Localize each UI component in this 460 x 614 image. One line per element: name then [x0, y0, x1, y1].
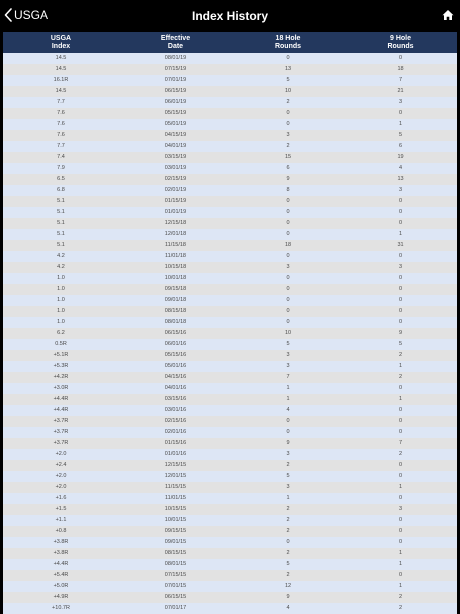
9-hole-rounds-cell: 2 [398, 352, 403, 358]
table-row[interactable] [3, 251, 457, 262]
usga-index-cell: +3.7R [53, 429, 69, 435]
table-row[interactable] [3, 207, 457, 218]
usga-index-cell: +3.8R [53, 539, 69, 545]
usga-index-cell: 16.1R [53, 77, 69, 83]
effective-date-cell: 09/01/18 [164, 297, 187, 303]
usga-index-cell: 6.5 [57, 176, 65, 182]
usga-index-cell: 5.1 [57, 198, 65, 204]
table-row[interactable] [3, 317, 457, 328]
9-hole-rounds-cell: 21 [397, 88, 404, 94]
effective-date-cell: 02/15/19 [164, 176, 187, 182]
effective-date-cell: 07/15/19 [164, 66, 187, 72]
table-row[interactable] [3, 229, 457, 240]
9-hole-rounds-cell: 13 [397, 176, 404, 182]
table-row[interactable] [3, 240, 457, 251]
usga-index-cell: 5.1 [57, 220, 65, 226]
table-row[interactable] [3, 218, 457, 229]
effective-date-cell: 04/01/19 [164, 143, 187, 149]
effective-date-cell: 07/01/15 [164, 583, 187, 589]
table-row[interactable] [3, 361, 457, 372]
effective-date-cell: 05/01/16 [164, 363, 187, 369]
18-hole-rounds-cell: 3 [286, 352, 290, 358]
effective-date-cell: 01/15/19 [164, 198, 187, 204]
chevron-left-icon [4, 8, 12, 22]
usga-index-cell: 7.6 [57, 132, 65, 138]
9-hole-rounds-cell: 1 [398, 583, 403, 589]
usga-index-cell: 1.0 [57, 297, 65, 303]
18-hole-rounds-cell: 0 [286, 275, 290, 281]
effective-date-cell: 02/15/16 [164, 418, 187, 424]
table-row[interactable] [3, 75, 457, 86]
effective-date-cell: 12/01/18 [164, 231, 187, 237]
18-hole-rounds-cell: 2 [286, 517, 290, 523]
effective-date-cell: 03/15/19 [164, 154, 187, 160]
9-hole-rounds-cell: 0 [398, 110, 403, 116]
18-hole-rounds-cell: 10 [284, 330, 292, 336]
18-hole-rounds-cell: 7 [286, 374, 290, 380]
back-button[interactable] [4, 8, 48, 22]
effective-date-cell: 04/15/16 [164, 374, 187, 380]
18-hole-rounds-cell: 5 [286, 561, 290, 567]
effective-date-cell: 02/01/19 [164, 187, 187, 193]
18-hole-rounds-cell: 2 [286, 99, 290, 105]
usga-index-cell: 7.7 [57, 143, 65, 149]
index-history-table [3, 32, 457, 614]
18-hole-rounds-cell: 5 [286, 341, 290, 347]
9-hole-rounds-cell: 0 [398, 407, 403, 413]
9-hole-rounds-cell: 0 [398, 253, 403, 259]
effective-date-cell: 12/15/18 [164, 220, 187, 226]
usga-index-cell: +1.5 [55, 506, 67, 512]
effective-date-cell: 04/01/16 [164, 385, 187, 391]
table-row[interactable] [3, 493, 457, 504]
effective-date-cell: 01/01/16 [164, 451, 187, 457]
effective-date-cell: 01/01/19 [164, 209, 187, 215]
usga-index-cell: 1.0 [57, 275, 65, 281]
table-row[interactable] [3, 526, 457, 537]
effective-date-cell: 08/15/15 [164, 550, 187, 556]
effective-date-cell: 05/01/19 [164, 121, 187, 127]
9-hole-rounds-cell: 0 [398, 572, 403, 578]
usga-index-cell: +2.0 [55, 473, 67, 479]
table-row[interactable] [3, 163, 457, 174]
usga-index-cell: +4.4R [53, 396, 69, 402]
9-hole-rounds-cell: 1 [398, 550, 403, 556]
9-hole-rounds-cell: 0 [398, 473, 403, 479]
18-hole-rounds-cell: 9 [286, 594, 290, 600]
table-row[interactable] [3, 185, 457, 196]
9-hole-rounds-cell: 2 [398, 374, 403, 380]
effective-date-cell: 03/01/16 [164, 407, 187, 413]
effective-date-cell: 06/15/19 [164, 88, 187, 94]
9-hole-rounds-cell: 2 [398, 451, 403, 457]
18-hole-rounds-cell: 0 [286, 319, 290, 325]
table-row[interactable] [3, 306, 457, 317]
9-hole-rounds-cell: 3 [398, 506, 403, 512]
9-hole-rounds-cell: 18 [397, 66, 404, 72]
table-row[interactable] [3, 438, 457, 449]
table-row[interactable] [3, 383, 457, 394]
table-row[interactable] [3, 53, 457, 64]
effective-date-cell: 07/01/17 [164, 605, 187, 611]
table-row[interactable] [3, 262, 457, 273]
effective-date-cell: 10/15/18 [164, 264, 187, 270]
table-row[interactable] [3, 559, 457, 570]
table-row[interactable] [3, 449, 457, 460]
18-hole-rounds-cell: 3 [286, 132, 290, 138]
18-hole-rounds-cell: 18 [284, 242, 292, 248]
table-row[interactable] [3, 515, 457, 526]
9-hole-rounds-cell: 0 [398, 286, 403, 292]
9-hole-rounds-cell: 3 [398, 187, 403, 193]
usga-index-cell: +2.4 [55, 462, 67, 468]
effective-date-cell: 06/15/16 [164, 330, 187, 336]
table-body [3, 53, 457, 614]
table-row[interactable] [3, 97, 457, 108]
usga-index-cell: +5.3R [53, 363, 69, 369]
18-hole-rounds-cell: 6 [286, 165, 290, 171]
usga-index-cell: 14.5 [55, 66, 67, 72]
effective-date-cell: 09/15/18 [164, 286, 187, 292]
usga-index-cell: 7.6 [57, 121, 65, 127]
effective-date-cell: 12/01/15 [164, 473, 187, 479]
effective-date-cell: 08/15/18 [164, 308, 187, 314]
18-hole-rounds-cell: 2 [286, 462, 290, 468]
18-hole-rounds-cell: 0 [286, 121, 290, 127]
9-hole-rounds-cell: 2 [398, 594, 403, 600]
table-row[interactable] [3, 130, 457, 141]
9-hole-rounds-cell: 0 [398, 220, 403, 226]
usga-index-cell: 4.2 [57, 253, 65, 259]
column-header-effective-date[interactable]: Effective Date [160, 35, 191, 50]
effective-date-cell: 11/01/15 [164, 495, 186, 501]
usga-index-cell: +4.4R [53, 561, 69, 567]
18-hole-rounds-cell: 15 [284, 154, 292, 160]
9-hole-rounds-cell: 1 [398, 484, 403, 490]
9-hole-rounds-cell: 31 [397, 242, 404, 248]
effective-date-cell: 03/15/16 [164, 396, 187, 402]
usga-index-cell: +1.6 [55, 495, 67, 501]
18-hole-rounds-cell: 8 [286, 187, 290, 193]
effective-date-cell: 05/15/19 [164, 110, 187, 116]
usga-index-cell: +3.8R [53, 550, 69, 556]
9-hole-rounds-cell: 0 [398, 495, 403, 501]
9-hole-rounds-cell: 0 [398, 319, 403, 325]
effective-date-cell: 08/01/15 [164, 561, 187, 567]
18-hole-rounds-cell: 5 [286, 473, 290, 479]
9-hole-rounds-cell: 4 [398, 165, 403, 171]
table-row[interactable] [3, 537, 457, 548]
table-row[interactable] [3, 64, 457, 75]
9-hole-rounds-cell: 0 [398, 429, 403, 435]
effective-date-cell: 04/15/19 [164, 132, 187, 138]
usga-index-cell: 6.2 [57, 330, 65, 336]
navigation-bar [0, 0, 460, 32]
usga-index-cell: 1.0 [57, 319, 65, 325]
table-row[interactable] [3, 603, 457, 614]
9-hole-rounds-cell: 0 [398, 385, 403, 391]
table-row[interactable] [3, 119, 457, 130]
usga-index-cell: 5.1 [57, 231, 65, 237]
9-hole-rounds-cell: 5 [398, 132, 403, 138]
table-row[interactable] [3, 394, 457, 405]
table-row[interactable] [3, 460, 457, 471]
table-row[interactable] [3, 482, 457, 493]
18-hole-rounds-cell: 2 [286, 528, 290, 534]
9-hole-rounds-cell: 6 [398, 143, 403, 149]
9-hole-rounds-cell: 0 [398, 418, 403, 424]
9-hole-rounds-cell: 19 [397, 154, 404, 160]
9-hole-rounds-cell: 3 [398, 264, 403, 270]
back-button-label: USGA [14, 8, 49, 22]
usga-index-cell: +3.7R [53, 440, 69, 446]
9-hole-rounds-cell: 0 [398, 297, 403, 303]
18-hole-rounds-cell: 0 [286, 220, 290, 226]
9-hole-rounds-cell: 0 [398, 209, 403, 215]
18-hole-rounds-cell: 2 [286, 572, 290, 578]
home-icon [442, 9, 454, 21]
usga-index-cell: 5.1 [57, 209, 65, 215]
effective-date-cell: 06/01/19 [164, 99, 187, 105]
table-row[interactable] [3, 570, 457, 581]
9-hole-rounds-cell: 1 [398, 363, 403, 369]
usga-index-cell: 1.0 [57, 286, 65, 292]
column-header-usga-index[interactable]: USGA Index [50, 35, 72, 50]
usga-index-cell: +1.1 [55, 517, 67, 523]
effective-date-cell: 08/01/18 [164, 319, 187, 325]
18-hole-rounds-cell: 13 [284, 66, 292, 72]
usga-index-cell: +4.4R [53, 407, 69, 413]
9-hole-rounds-cell: 7 [398, 77, 403, 83]
9-hole-rounds-cell: 0 [398, 198, 403, 204]
9-hole-rounds-cell: 1 [398, 396, 403, 402]
page-title: Index History [191, 9, 269, 23]
table-row[interactable] [3, 284, 457, 295]
table-row[interactable] [3, 174, 457, 185]
18-hole-rounds-cell: 0 [286, 231, 290, 237]
18-hole-rounds-cell: 0 [286, 198, 290, 204]
effective-date-cell: 12/15/15 [164, 462, 187, 468]
18-hole-rounds-cell: 0 [286, 308, 290, 314]
table-row[interactable] [3, 592, 457, 603]
table-row[interactable] [3, 152, 457, 163]
effective-date-cell: 07/15/15 [164, 572, 187, 578]
18-hole-rounds-cell: 0 [286, 286, 290, 292]
18-hole-rounds-cell: 12 [284, 583, 292, 589]
18-hole-rounds-cell: 1 [286, 495, 290, 501]
usga-index-cell: +10.7R [52, 605, 70, 611]
effective-date-cell: 09/15/15 [164, 528, 187, 534]
effective-date-cell: 08/01/19 [164, 55, 187, 61]
9-hole-rounds-cell: 1 [398, 561, 403, 567]
usga-index-cell: +4.9R [53, 594, 69, 600]
usga-index-cell: +5.4R [53, 572, 69, 578]
usga-index-cell: 6.8 [57, 187, 65, 193]
18-hole-rounds-cell: 5 [286, 77, 290, 83]
18-hole-rounds-cell: 2 [286, 550, 290, 556]
9-hole-rounds-cell: 1 [398, 121, 403, 127]
9-hole-rounds-cell: 0 [398, 308, 403, 314]
table-row[interactable] [3, 581, 457, 592]
table-row[interactable] [3, 548, 457, 559]
18-hole-rounds-cell: 0 [286, 110, 290, 116]
usga-index-cell: 7.6 [57, 110, 65, 116]
table-row[interactable] [3, 295, 457, 306]
table-row[interactable] [3, 471, 457, 482]
9-hole-rounds-cell: 0 [398, 539, 403, 545]
effective-date-cell: 01/15/16 [164, 440, 187, 446]
effective-date-cell: 06/01/16 [164, 341, 187, 347]
usga-index-cell: 5.1 [57, 242, 65, 248]
18-hole-rounds-cell: 0 [286, 209, 290, 215]
usga-index-cell: 14.5 [55, 55, 67, 61]
usga-index-cell: +3.0R [53, 385, 69, 391]
table-row[interactable] [3, 372, 457, 383]
18-hole-rounds-cell: 2 [286, 143, 290, 149]
9-hole-rounds-cell: 3 [398, 99, 403, 105]
usga-index-cell: 7.9 [57, 165, 65, 171]
18-hole-rounds-cell: 3 [286, 363, 290, 369]
18-hole-rounds-cell: 3 [286, 484, 290, 490]
table-row[interactable] [3, 504, 457, 515]
column-header-9-hole-rounds[interactable]: 9 Hole Rounds [387, 35, 414, 50]
18-hole-rounds-cell: 0 [286, 297, 290, 303]
usga-index-cell: 0.5R [55, 341, 67, 347]
18-hole-rounds-cell: 1 [286, 396, 290, 402]
usga-index-cell: 4.2 [57, 264, 65, 270]
18-hole-rounds-cell: 2 [286, 506, 290, 512]
usga-index-cell: +0.8 [55, 528, 67, 534]
table-row[interactable] [3, 141, 457, 152]
9-hole-rounds-cell: 5 [398, 341, 403, 347]
9-hole-rounds-cell: 1 [398, 231, 403, 237]
effective-date-cell: 10/01/18 [164, 275, 187, 281]
9-hole-rounds-cell: 0 [398, 55, 403, 61]
effective-date-cell: 11/01/18 [164, 253, 186, 259]
18-hole-rounds-cell: 0 [286, 539, 290, 545]
usga-index-cell: 14.5 [55, 88, 67, 94]
18-hole-rounds-cell: 1 [286, 385, 290, 391]
9-hole-rounds-cell: 0 [398, 275, 403, 281]
effective-date-cell: 09/01/15 [164, 539, 187, 545]
table-row[interactable] [3, 416, 457, 427]
18-hole-rounds-cell: 9 [286, 440, 290, 446]
9-hole-rounds-cell: 0 [398, 517, 403, 523]
18-hole-rounds-cell: 0 [286, 55, 290, 61]
table-row[interactable] [3, 350, 457, 361]
usga-index-cell: +2.0 [55, 451, 67, 457]
18-hole-rounds-cell: 0 [286, 253, 290, 259]
effective-date-cell: 02/01/16 [164, 429, 187, 435]
18-hole-rounds-cell: 9 [286, 176, 290, 182]
effective-date-cell: 10/01/15 [164, 517, 187, 523]
table-row[interactable] [3, 86, 457, 97]
9-hole-rounds-cell: 0 [398, 462, 403, 468]
table-row[interactable] [3, 427, 457, 438]
18-hole-rounds-cell: 3 [286, 451, 290, 457]
usga-index-cell: 1.0 [57, 308, 65, 314]
table-row[interactable] [3, 273, 457, 284]
usga-index-cell: +5.1R [53, 352, 69, 358]
effective-date-cell: 07/01/19 [164, 77, 187, 83]
effective-date-cell: 05/15/16 [164, 352, 187, 358]
usga-index-cell: 7.7 [57, 99, 65, 105]
table-row[interactable] [3, 339, 457, 350]
usga-index-cell: +5.0R [53, 583, 69, 589]
effective-date-cell: 10/15/15 [164, 506, 187, 512]
home-button[interactable] [442, 8, 454, 26]
18-hole-rounds-cell: 4 [286, 407, 290, 413]
usga-index-cell: +2.0 [55, 484, 67, 490]
usga-index-cell: 7.4 [57, 154, 65, 160]
table-row[interactable] [3, 328, 457, 339]
9-hole-rounds-cell: 0 [398, 528, 403, 534]
usga-index-cell: +3.7R [53, 418, 69, 424]
effective-date-cell: 11/15/15 [164, 484, 186, 490]
effective-date-cell: 03/01/19 [164, 165, 187, 171]
effective-date-cell: 11/15/18 [164, 242, 186, 248]
18-hole-rounds-cell: 0 [286, 418, 290, 424]
table-header [3, 32, 457, 53]
column-header-18-hole-rounds[interactable]: 18 Hole Rounds [274, 35, 302, 50]
18-hole-rounds-cell: 3 [286, 264, 290, 270]
18-hole-rounds-cell: 0 [286, 429, 290, 435]
usga-index-cell: +4.2R [53, 374, 69, 380]
table-row[interactable] [3, 405, 457, 416]
9-hole-rounds-cell: 7 [398, 440, 403, 446]
table-row[interactable] [3, 108, 457, 119]
effective-date-cell: 06/15/15 [164, 594, 187, 600]
18-hole-rounds-cell: 10 [284, 88, 292, 94]
9-hole-rounds-cell: 2 [398, 605, 403, 611]
18-hole-rounds-cell: 4 [286, 605, 290, 611]
9-hole-rounds-cell: 9 [398, 330, 403, 336]
table-row[interactable] [3, 196, 457, 207]
